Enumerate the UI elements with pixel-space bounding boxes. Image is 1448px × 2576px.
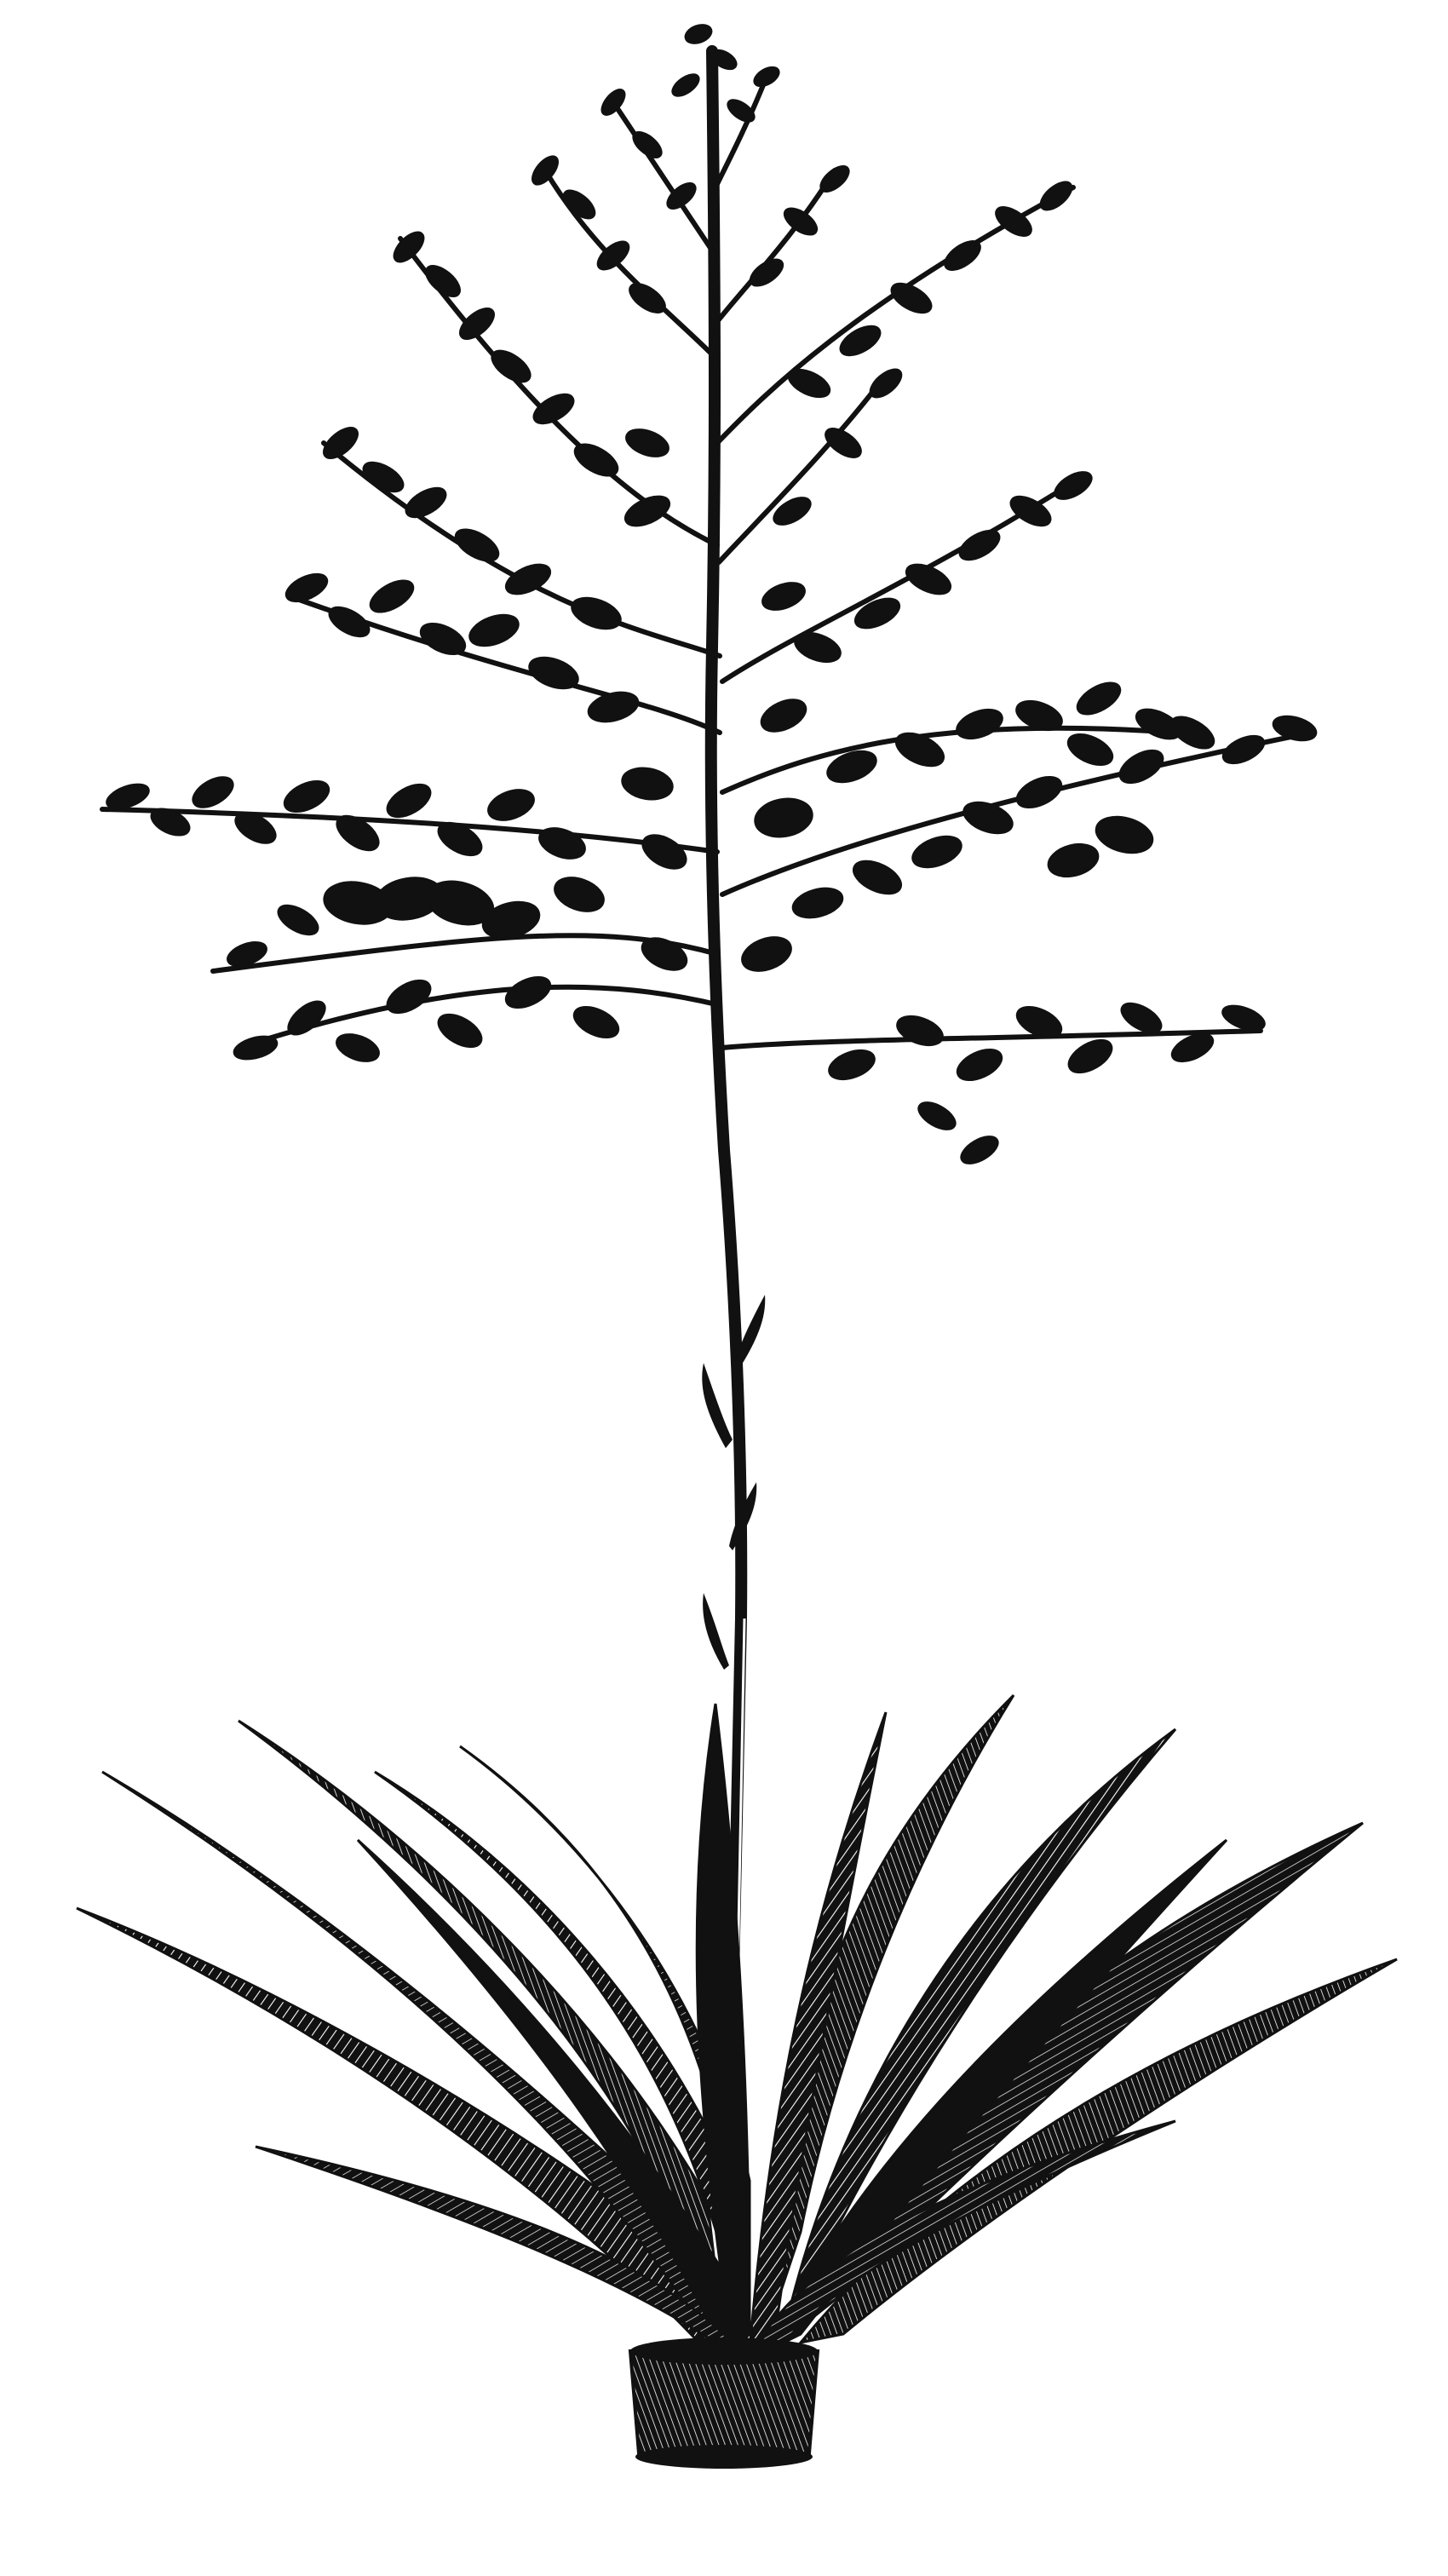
panicle-branches — [102, 77, 1312, 1048]
plant-base — [630, 2337, 818, 2469]
